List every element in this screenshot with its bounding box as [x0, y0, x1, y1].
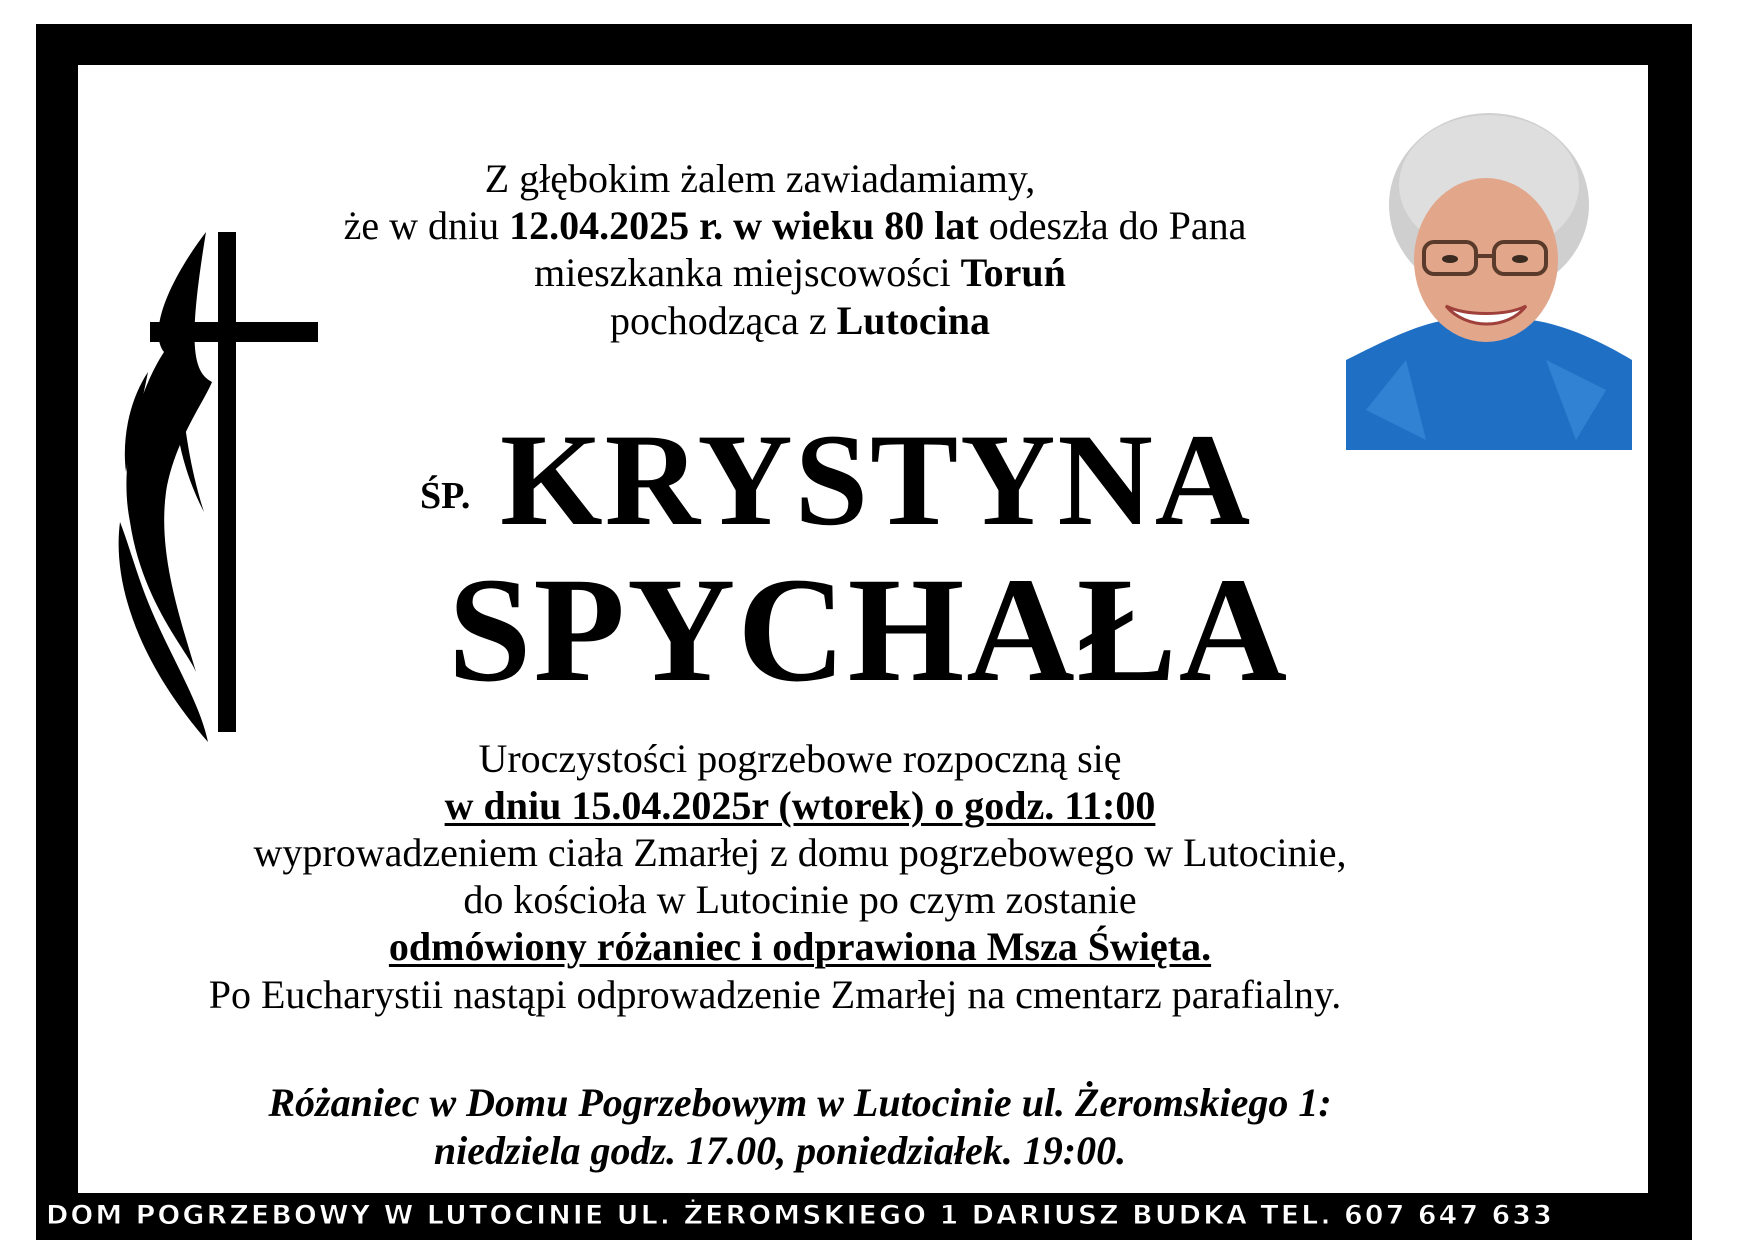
intro-text-1: Z głębokim żalem zawiadamiamy, — [484, 156, 1036, 201]
rosary-mass-notice: odmówiony różaniec i odprawiona Msza Święta. — [388, 924, 1212, 969]
portrait-illustration — [1346, 110, 1632, 450]
ceremony-line-4: do kościoła w Lutocinie po czym zostanie — [463, 877, 1137, 922]
rosary-line-1: Różaniec w Domu Pogrzebowym w Lutocinie ul. Żeromskiego 1: — [268, 1080, 1332, 1125]
first-name: KRYSTYNA — [500, 406, 1253, 553]
rosary-line-2: niedziela godz. 17.00, poniedziałek. 19:00. — [433, 1128, 1127, 1173]
ceremony-date-time: w dniu 15.04.2025r (wtorek) o godz. 11:00 — [444, 783, 1156, 828]
intro-text-2a: że w dniu — [343, 203, 510, 248]
intro-line-3 — [300, 250, 1300, 296]
last-name: SPYCHAŁA — [448, 547, 1290, 713]
intro-line-4 — [300, 298, 1300, 344]
ceremony-line-6: Po Eucharystii nastąpi odprowadzenie Zmarłej na cmentarz parafialny. — [208, 972, 1342, 1017]
ceremony-line-2 — [300, 783, 1300, 829]
intro-text-4a: pochodząca z — [610, 298, 837, 343]
ceremony-line-3: wyprowadzeniem ciała Zmarłej z domu pogrzebowego w Lutocinie, — [253, 830, 1347, 875]
funeral-home-contact: DOM POGRZEBOWY W LUTOCINIE UL. ŻEROMSKIEGO 1 DARIUSZ BUDKA TEL. 607 647 633 — [46, 1200, 1554, 1231]
ceremony-line-5 — [300, 924, 1300, 970]
intro-text-2c: odeszła do Pana — [978, 203, 1247, 248]
intro-line-1 — [260, 156, 1260, 202]
origin-town: Lutocina — [836, 298, 990, 343]
intro-line-2 — [250, 203, 1340, 249]
death-date-age: 12.04.2025 r. w wieku 80 lat — [509, 203, 979, 248]
residence-town: Toruń — [960, 250, 1066, 295]
ceremony-line-1: Uroczystości pogrzebowe rozpoczną się — [478, 736, 1122, 781]
name-prefix: ŚP. — [420, 475, 471, 517]
intro-text-3a: mieszkanka miejscowości — [534, 250, 961, 295]
portrait-photo — [1346, 110, 1632, 450]
